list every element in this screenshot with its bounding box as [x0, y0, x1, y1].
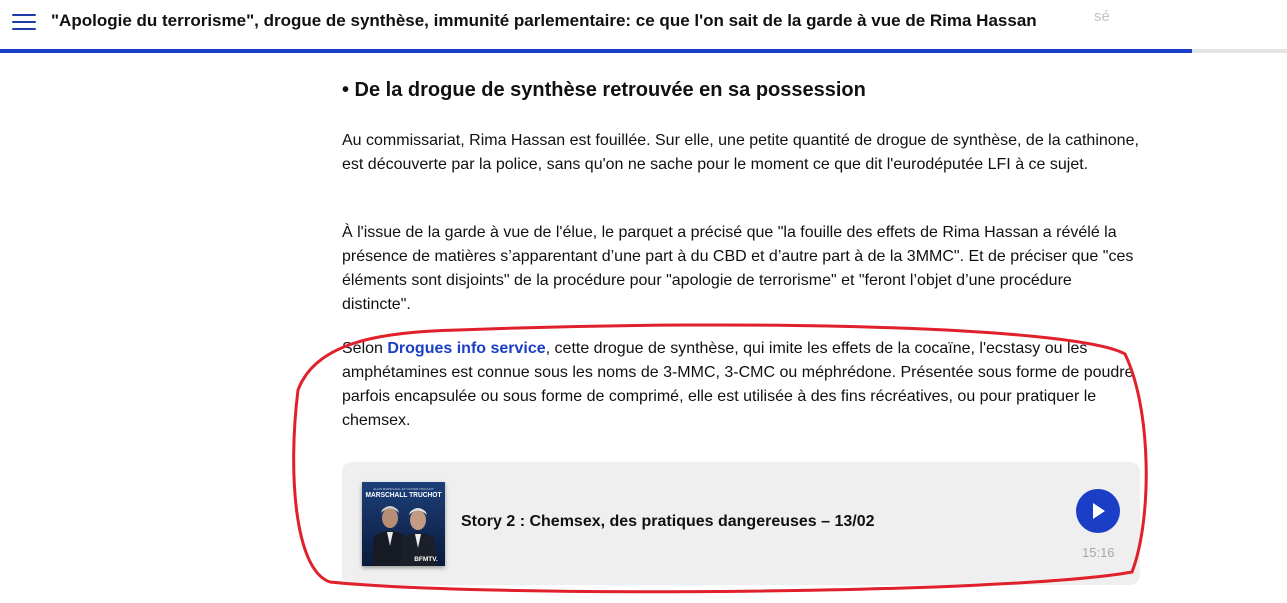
cover-small-text: ALAIN MARSCHALL ET OLIVIER TRUCHOT: [373, 487, 434, 491]
drogues-info-service-link[interactable]: Drogues info service: [387, 340, 546, 357]
reading-progress-fill: [0, 49, 1192, 53]
cover-title: MARSCHALL TRUCHOT: [365, 492, 443, 499]
article-paragraph: Au commissariat, Rima Hassan est fouillée. Sur elle, une petite quantité de drogue de synthèse, de la cathinone, est découverte par la police, sans qu'on ne sache pour le moment ce que dit l'eurodéputée LFI à ce sujet.: [342, 132, 1139, 173]
article-paragraph: [342, 337, 1142, 433]
reading-progress-bar: [0, 49, 1287, 53]
podcast-player-card[interactable]: [342, 462, 1140, 585]
section-heading: • De la drogue de synthèse retrouvée en sa possession: [342, 79, 866, 101]
cover-brand: BFMTV.: [414, 556, 438, 563]
podcast-duration: 15:16: [1082, 545, 1115, 560]
hamburger-menu-icon[interactable]: [12, 12, 36, 32]
article-paragraph: À l'issue de la garde à vue de l'élue, le parquet a précisé que "la fouille des effets de Rima Hassan a révélé la présence de matières s’apparentant d’une part à du CBD et d’autre part à de la 3MMC". Et de préciser que "ces éléments sont disjoints" de la procédure pour "apologie de terrorisme" et "feront l’objet d’une procédure distincte".: [342, 224, 1134, 313]
podcast-episode-title: Story 2 : Chemsex, des pratiques dangereuses – 13/02: [461, 513, 875, 530]
paragraph-text: Selon: [342, 340, 388, 357]
play-icon: [1091, 502, 1107, 520]
article-title: "Apologie du terrorisme", drogue de synthèse, immunité parlementaire: ce que l'on sait de la garde à vue de Rima Hassan: [51, 11, 1037, 30]
paragraph-text: , cette drogue de synthèse, qui imite les effets de la cocaïne, l'ecstasy ou les amphétamines est connue sous les noms de 3-MMC, 3-CMC ou méphrédone. Présentée sous forme de poudre parfois encapsulée ou sous forme de comprimé, elle est utilisée à des fins récréatives, ou pour pratiquer le chemsex.: [342, 340, 1134, 429]
faded-text-behind-header: sé: [1094, 8, 1110, 25]
podcast-cover-image: [362, 482, 445, 566]
play-button[interactable]: [1076, 489, 1120, 533]
